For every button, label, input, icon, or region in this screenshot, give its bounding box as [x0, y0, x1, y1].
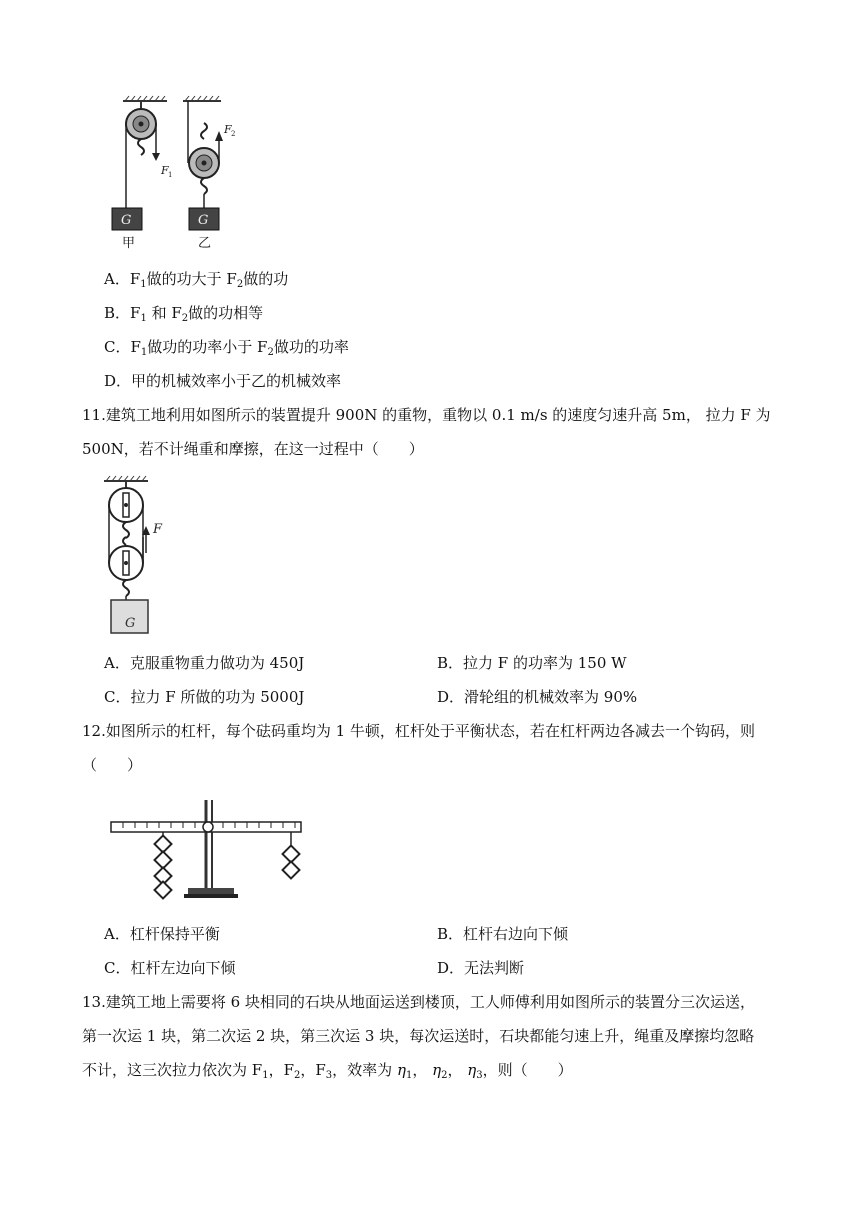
q11-option-c[interactable]: C．拉力 F 所做的功为 5000J: [104, 688, 305, 706]
q12-stem-line1: 12.如图所示的杠杆，每个砝码重均为 1 牛顿，杠杆处于平衡状态，若在杠杆两边各减去一个钩码，则: [82, 722, 755, 740]
q12-option-b[interactable]: B．杠杆右边向下倾: [437, 925, 569, 943]
q10-option-a[interactable]: A．$F_1$做的功大于 $F_2$做的功: [104, 270, 289, 290]
label-yi: 乙: [198, 236, 212, 251]
f2-subscript: 2: [231, 130, 236, 138]
lever-figure: [108, 800, 308, 905]
q11-option-d[interactable]: D．滑轮组的机械效率为 90%: [437, 688, 638, 706]
q10-option-d[interactable]: D．甲的机械效率小于乙的机械效率: [104, 372, 342, 390]
pulley-figure-jia-yi: [105, 95, 255, 255]
q11-option-b[interactable]: B．拉力 F 的功率为 150 W: [437, 654, 627, 672]
q11-stem-line1: 11.建筑工地利用如图所示的装置提升 900N 的重物，重物以 0.1 m/s 的速度匀速升高 5m， 拉力 F 为: [82, 406, 771, 424]
f2-label: F: [224, 123, 232, 136]
f1-label: F: [161, 164, 169, 177]
weight-label-yi: G: [198, 213, 209, 228]
q13-stem-line3: 不计，这三次拉力依次为 $F_1$，$F_2$，$F_3$，效率为 $\eta_1$， $\eta_2$， $\eta_3$，则（ ）: [82, 1061, 573, 1081]
q12-option-c[interactable]: C．杠杆左边向下倾: [104, 959, 236, 977]
label-jia: 甲: [122, 236, 136, 251]
weight-g-label: G: [125, 616, 136, 631]
q12-option-d[interactable]: D．无法判断: [437, 959, 525, 977]
q12-stem-line2: （ ）: [82, 756, 143, 774]
q10-option-b[interactable]: B．$F_1$ 和 $F_2$做的功相等: [104, 304, 264, 324]
q11-option-a[interactable]: A．克服重物重力做功为 450J: [104, 654, 305, 672]
weight-label-jia: G: [121, 213, 132, 228]
q13-stem-line2: 第一次运 1 块，第二次运 2 块，第三次运 3 块，每次运送时，石块都能匀速上升，绳重及摩擦均忽略: [82, 1027, 755, 1045]
q11-stem-line2: 500N，若不计绳重和摩擦，在这一过程中（ ）: [82, 440, 424, 458]
f1-subscript: 1: [168, 171, 173, 179]
pulley-block-figure: [98, 475, 188, 635]
q12-option-a[interactable]: A．杠杆保持平衡: [104, 925, 220, 943]
q13-stem-line1: 13.建筑工地上需要将 6 块相同的石块从地面运送到楼顶，工人师傅利用如图所示的装置分三次运送，: [82, 993, 755, 1011]
force-f-label: F: [153, 522, 163, 537]
q10-option-c[interactable]: C．$F_1$做功的功率小于 $F_2$做功的功率: [104, 338, 349, 358]
